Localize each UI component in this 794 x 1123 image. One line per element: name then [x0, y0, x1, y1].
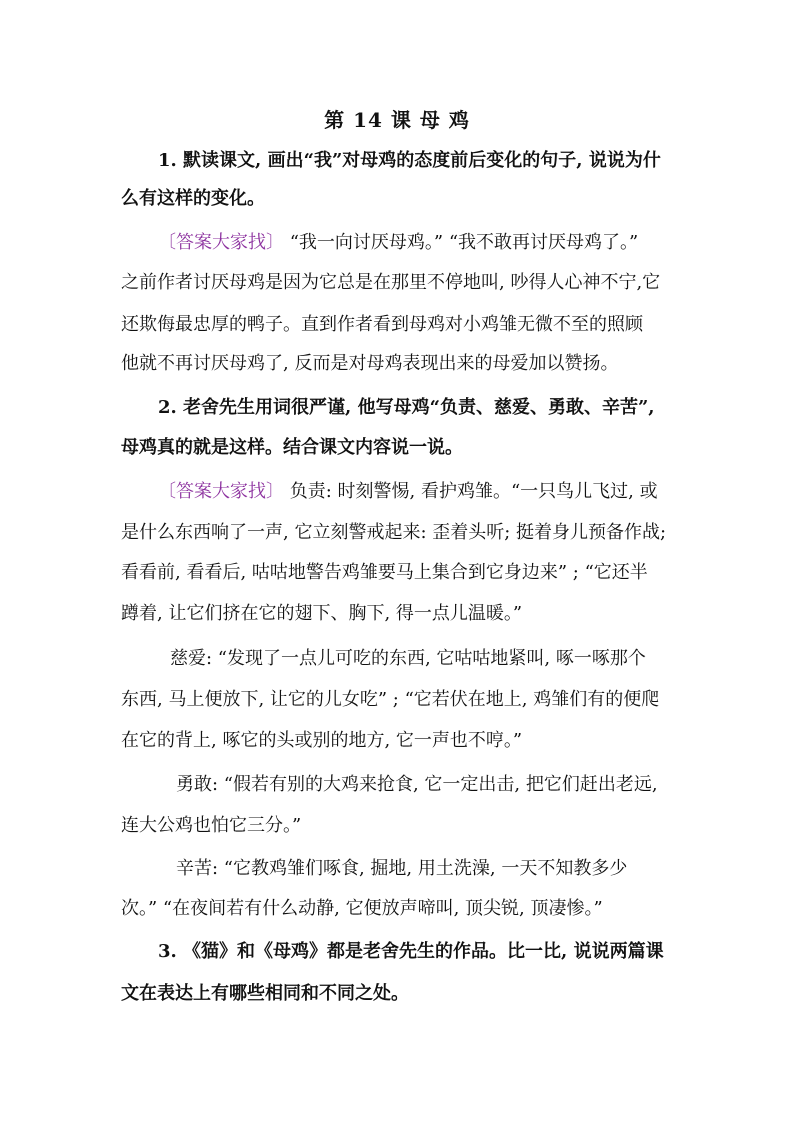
answer-2-line-10: 辛苦: “它教鸡雏们啄食, 掘地, 用土洗澡, 一天不知教多少: [176, 858, 628, 879]
question-1-line-2: 么有这样的变化。: [121, 188, 265, 209]
question-2-line-1: 2. 老舍先生用词很严谨, 他写母鸡“负责、慈爱、勇敢、辛苦”,: [158, 397, 655, 418]
question-2-line-2: 母鸡真的就是这样。结合课文内容说一说。: [121, 437, 463, 458]
answer-2-line-2: 是什么东西响了一声, 它立刻警戒起来: 歪着头听; 挺着身儿预备作战;: [121, 522, 667, 543]
answer-2-line-11: 次。” “在夜间若有什么动静, 它便放声啼叫, 顶尖锐, 顶凄惨。”: [121, 898, 603, 919]
answer-1-text-1: “我一向讨厌母鸡。” “我不敢再讨厌母鸡了。”: [284, 232, 639, 253]
answer-1-line-2: 之前作者讨厌母鸡是因为它总是在那里不停地叫, 吵得人心神不宁,它: [121, 272, 661, 293]
lesson-title: 第 14 课 母 鸡: [324, 108, 470, 132]
answer-2-line-5: 慈爱: “发现了一点儿可吃的东西, 它咕咕地紧叫, 啄一啄那个: [170, 648, 646, 669]
answer-tag: 〔答案大家找〕: [158, 232, 284, 253]
answer-2-line-6: 东西, 马上便放下, 让它的儿女吃” ; “它若伏在地上, 鸡雏们有的便爬: [121, 689, 660, 710]
answer-2-line-4: 蹲着, 让它们挤在它的翅下、胸下, 得一点儿温暖。”: [121, 603, 523, 624]
answer-2-line-8: 勇敢: “假若有别的大鸡来抢食, 它一定出击, 把它们赶出老远,: [176, 774, 658, 795]
answer-2-line-3: 看看前, 看看后, 咕咕地警告鸡雏要马上集合到它身边来” ; “它还半: [121, 562, 648, 583]
answer-2-line-7: 在它的背上, 啄它的头或别的地方, 它一声也不哼。”: [121, 730, 523, 751]
answer-1-line-1: [158, 230, 638, 256]
answer-1-line-4: 他就不再讨厌母鸡了, 反而是对母鸡表现出来的母爱加以赞扬。: [121, 353, 619, 374]
question-3-line-1: 3. 《猫》和《母鸡》都是老舍先生的作品。比一比, 说说两篇课: [158, 941, 664, 962]
answer-2-line-1: [158, 479, 658, 505]
question-3-line-2: 文在表达上有哪些相同和不同之处。: [121, 983, 409, 1004]
answer-1-line-3: 还欺侮最忠厚的鸭子。直到作者看到母鸡对小鸡雏无微不至的照顾: [121, 314, 643, 335]
answer-tag: 〔答案大家找〕: [158, 481, 284, 502]
answer-2-line-9: 连大公鸡也怕它三分。”: [121, 815, 302, 836]
answer-2-text-1: 负责: 时刻警惕, 看护鸡雏。“一只鸟儿飞过, 或: [284, 481, 658, 502]
question-1-line-1: 1. 默读课文, 画出“我”对母鸡的态度前后变化的句子, 说说为什: [158, 150, 661, 171]
